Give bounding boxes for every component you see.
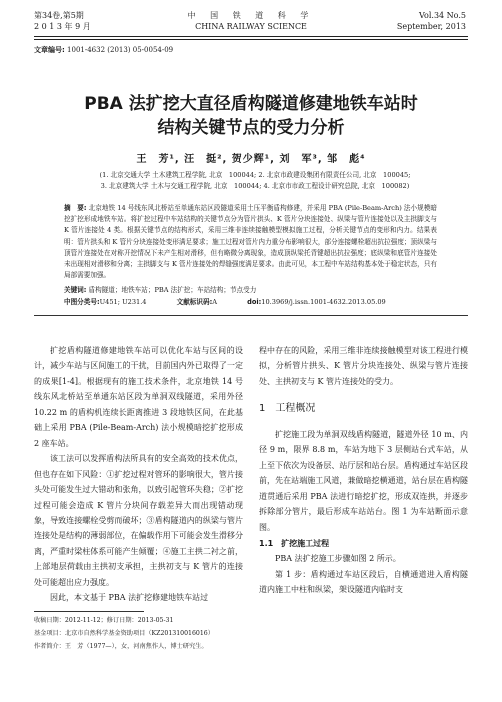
author-list: 王 芳¹, 汪 挺², 贺少辉¹, 刘 军³, 邹 彪⁴ xyxy=(136,154,366,165)
abstract-text: 北京地铁 14 号线东风北桥站至单通东站区段隧道采用土压平衡盾构修建，并采用 PBA (Pile-Beam-Arch) 法小规模暗挖扩挖形成地铁车站。将扩挖过程中车站结构的关键节点分为管片拱头、K 管片分块连接处、纵梁与管片连接处以及主拱脚支与 K 管片连接处 4 类。根据关键节点的结构形式，采用三维非连续接触模型模拟施工过程，分析关键节点的变形和内力。结果表明：管片拱头和 K 管片分块连接处变形满足要求；施工过程对管片内力重分布影响很大，部分连接螺栓超出抗拉强度；顶纵梁与顶管片连接处在对称开挖情况下未产生相对滑移，但有略微分离现象，造成顶纵梁托背键超出抗拉强度；底纵梁和底管片连接处未出现相对滑移和分离；主拱脚支与 K 管片连接处的焊缝强度满足要求。由此可见，本工程中车站结构基本处于稳定状态，只有局部需要加强。 xyxy=(64,204,437,280)
header-rule-thin xyxy=(34,39,468,40)
date-zh: 2 0 1 3 年 9 月 xyxy=(34,22,91,31)
body-paragraph: 第 1 步：盾构通过车站区段后，自横通道进入盾构隧道内施工中柱和纵梁，架设隧道内临时支 xyxy=(259,569,468,595)
body-column-right xyxy=(259,343,468,598)
body-paragraph: 程中存在的风险，采用三维非连续接触模型对该工程进行模拟，分析管片拱头、K 管片分块连接处、纵梁与管片连接处、主拱初支与 K 管片连接处的受力。 xyxy=(259,346,468,386)
keywords-label: 关键词: xyxy=(64,286,87,294)
vol-issue-zh: 第34卷,第5期 xyxy=(34,11,84,20)
affiliation-line1: (1. 北京交通大学 土木建筑工程学院, 北京 100044; 2. 北京市政建设集团有限责任公司, 北京 100045; xyxy=(99,171,411,179)
body-paragraph: 扩挖施工段为单洞双线盾构隧道，隧道外径 10 m、内径 9 m，限界 8.8 m，车站为地下 3 层侧站台式车站，从上至下依次为设备层、站厅层和站台层。盾构通过车站区段前，先在站端施工风道，兼做暗挖横通道，站台层在盾构隧道贯通后采用 PBA 法进行暗挖扩挖，形成双连拱，并逐步拆除部分管片，最后形成车站站台。图 1 为车站断面示意图。 xyxy=(259,429,468,532)
paper-title-line2: 结构关键节点的受力分析 xyxy=(157,118,345,138)
affiliation-line2: 3. 北京建筑大学 土木与交通工程学院, 北京 100044; 4. 北京市市政工程设计研究总院, 北京 100082) xyxy=(100,182,410,190)
subsection-heading: 1.1 扩挖施工过程 xyxy=(259,538,330,548)
footnote-author: 作者简介：王 芳（1977—），女，河南焦作人，博士研究生。 xyxy=(34,643,208,650)
abstract-divider xyxy=(34,315,468,316)
keywords-text: 盾构隧道；地铁车站；PBA 法扩挖；车站结构；节点受力 xyxy=(88,286,257,294)
keywords xyxy=(64,285,437,296)
classification-line xyxy=(64,297,464,308)
abstract xyxy=(64,203,437,281)
article-number xyxy=(34,45,173,55)
doc-code-label: 文献标识码: xyxy=(176,298,213,306)
header-rule xyxy=(34,36,468,37)
clc-value: U451; U231.4 xyxy=(99,298,147,306)
header-volume-en xyxy=(397,10,466,32)
date-en: September, 2013 xyxy=(396,22,466,31)
journal-name-en: CHINA RAILWAY SCIENCE xyxy=(195,22,307,31)
article-number-label: 文章编号: xyxy=(34,46,65,54)
body-paragraph: 因此，本文基于 PBA 法扩挖修建地铁车站过 xyxy=(50,593,209,603)
body-column-left xyxy=(34,343,243,606)
clc-label: 中图分类号: xyxy=(64,298,100,306)
section-heading: 1 工程概况 xyxy=(259,403,316,415)
footnote-fund: 基金项目：北京市自然科学基金资助项目（KZ201310016016） xyxy=(34,630,214,637)
doi-value: 10.3969/j.issn.1001-4632.2013.05.09 xyxy=(261,298,386,306)
doi-label: doi: xyxy=(247,298,262,306)
abstract-label: 摘 要: xyxy=(64,204,87,212)
footnote-rule xyxy=(34,611,144,612)
vol-no-en: Vol.34 No.5 xyxy=(419,11,466,20)
body-paragraph: 该工法可以发挥盾构法所具有的安全高效的技术优点，但也存在如下风险：①扩挖过程对管环的影响很大，管片接头处可能发生过大错动和张角，以致引起管环失稳；②扩挖过程可能会造成 K 管片分块间存载差异大而出现错动现象，导致连接螺栓受剪而破坏；③盾构隧道内的纵梁与管片连接处是结构的薄弱部位，在偏载作用下可能会发生滑移分离，严重时梁柱体系可能产生倾覆；④施工主拱二衬之前，上部地层荷载由主拱初支承担，主拱初支与 K 管片的连接处可能超出应力强度。 xyxy=(34,454,243,587)
body-paragraph: PBA 法扩挖施工步骤如图 2 所示。 xyxy=(275,554,401,564)
journal-name-zh: 中 国 铁 道 科 学 xyxy=(187,11,315,20)
doc-code-value: A xyxy=(212,298,217,306)
paper-title-line1: PBA 法扩挖大直径盾构隧道修建地铁车站时 xyxy=(84,94,418,114)
body-paragraph: 扩挖盾构隧道修建地铁车站可以优化车站与区间的设计，减少车站与区间施工的干扰，目前国内外已取得了一定的成果[1-4]。根据现有的施工技术条件，北京地铁 14 号线东风北桥站至单通东站区段为单洞双线隧道，采用外径 10.22 m 的盾构机连续长距离推进 3 段地铁区间，在此基础上采用 PBA (Pile-Beam-Arch) 法小规模暗挖扩挖形成 2 座车站。 xyxy=(34,346,243,448)
footnote-received: 收稿日期：2012-11-12；修订日期：2013-05-31 xyxy=(34,617,174,624)
article-number-value: 1001-4632 (2013) 05-0054-09 xyxy=(67,46,174,54)
